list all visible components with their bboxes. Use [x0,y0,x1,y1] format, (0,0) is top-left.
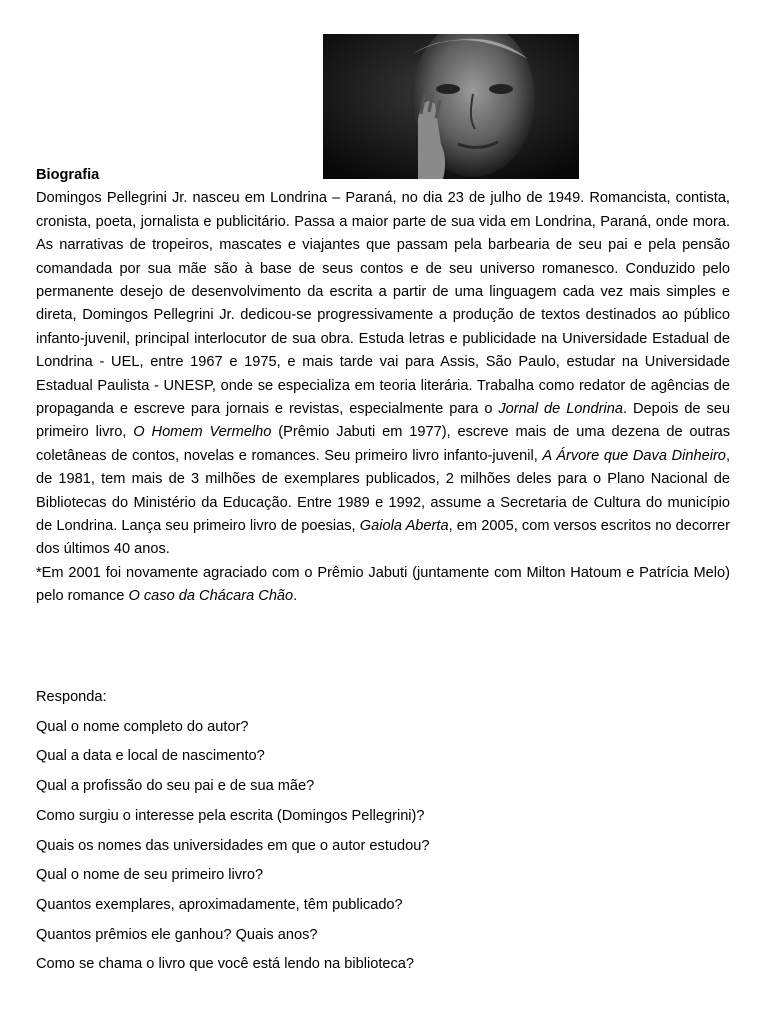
author-photo [323,34,579,179]
biography-section [36,164,730,609]
author-portrait-icon [323,34,579,179]
question-item: Quantos exemplares, aproximadamente, têm publicado? [36,896,403,913]
biography-title: Biografia [36,167,100,183]
question-item: Qual o nome completo do autor? [36,718,249,735]
homem-vermelho-title: O Homem Vermelho [133,424,272,441]
question-item: Quantos prêmios ele ganhou? Quais anos? [36,926,318,943]
questions-section [36,683,730,980]
chacara-title: O caso da Chácara Chão [128,588,294,605]
question-item: Qual a profissão do seu pai e de sua mãe? [36,778,315,795]
bio-text-part-5: , em 2005, com versos escritos no decorrer dos últimos 40 anos. [36,518,730,558]
note-part-2: . [293,588,298,605]
question-item: Qual a data e local de nascimento? [36,748,265,765]
question-item: Quais os nomes das universidades em que o autor estudou? [36,837,430,854]
question-item: Qual o nome de seu primeiro livro? [36,867,264,884]
award-note [36,562,730,609]
gaiola-title: Gaiola Aberta [359,518,449,535]
bio-text-part-4: , de 1981, tem mais de 3 milhões de exemplares publicados, 2 milhões deles para o Plano Nacional de Bibliotecas do Ministério da Educação. Entre 1989 e 1992, assume a Secretaria de Cultura do município de Londrina. Lança seu primeiro livro de poesias, [36,447,730,535]
question-item: Como se chama o livro que você está lendo na biblioteca? [36,956,415,973]
questions-header: Responda: [36,689,107,705]
bio-text-part-2: . Depois de seu primeiro livro, [36,401,730,441]
question-item: Como surgiu o interesse pela escrita (Domingos Pellegrini)? [36,807,425,824]
note-part-1: *Em 2001 foi novamente agraciado com o Prêmio Jabuti (juntamente com Milton Hatoum e Patrícia Melo) pelo romance [36,564,730,605]
arvore-title: A Árvore que Dava Dinheiro [542,447,726,464]
biography-text [36,187,730,562]
jornal-title: Jornal de Londrina [498,401,623,418]
bio-text-part-3: (Prêmio Jabuti em 1977), escreve mais de uma dezena de outras coletâneas de contos, novelas e romances. Seu primeiro livro infanto-juvenil, [36,424,730,464]
bio-text-part-1: Domingos Pellegrini Jr. nasceu em Londrina – Paraná, no dia 23 de julho de 1949. Romancista, contista, cronista, poeta, jornalista e publicitário. Passa a maior parte de sua vida em Londrina, Paraná, onde mora. As narrativas de tropeiros, mascates e viajantes que passam pela barbearia de seu pai e pela pensão comandada por sua mãe são à base de seus contos e de seu universo romanesco. Conduzido pelo permanente desejo de desenvolvimento da escrita a partir de uma linguagem cada vez mais simples e direta, Domingos Pellegrini Jr. dedicou-se progressivamente a produção de textos destinados ao público infanto-juvenil, principal interlocutor de sua obra. Estuda letras e publicidade na Universidade Estadual de Londrina - UEL, entre 1967 e 1975, e mais tarde vai para Assis, São Paulo, estudar na Universidade Estadual Paulista - UNESP, onde se especializa em teoria literária. Trabalha como redator de agências de propaganda e escreve para jornais e revistas, especialmente para o [36,190,730,418]
